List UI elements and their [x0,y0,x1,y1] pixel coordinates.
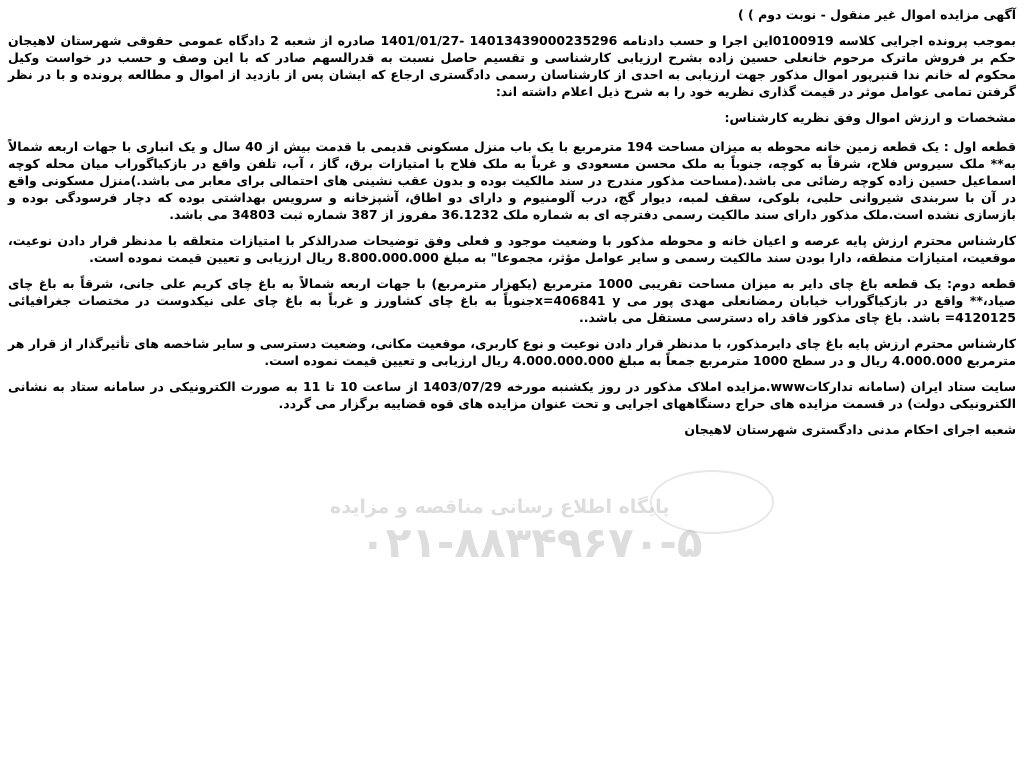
parcel-1-valuation: کارشناس محترم ارزش پایه عرصه و اعیان خانه و محوطه مذکور با وضعیت موجود و فعلی وفق توضیحات صدرالذکر با امتیازات متعلقه با مدنظر قرار دادن نوعیت، موقعیت، امتیازات منطقه، دارا بودن سند مالکیت رسمی و سایر عوامل مؤثر، مجموعا" به مبلغ 8.800.000.000 ریال ارزیابی و تعیین قیمت نموده است. [8,233,1016,265]
notice-body [8,6,1016,447]
issuing-office: شعبه اجرای احکام مدنی دادگستری شهرستان لاهیجان [684,422,1016,437]
auction-info: سایت ستاد ایران (سامانه تدارکاتwww.مزایده املاک مذکور در روز یکشنبه مورخه 1403/07/29 از ساعت 10 تا 11 به صورت الکترونیکی در سامانه ستاد به نشانی الکترونیکی دولت) در قسمت مزایده های حراج دستگاههای اجرایی و تحت عنوان مزایده های قوه قضاییه برگزار می گردد. [8,379,1017,411]
watermark-phone: ۰۲۱-۸۸۳۴۹۶۷۰-۵ [360,518,703,567]
parcel-1-description: قطعه اول : یک قطعه زمین خانه محوطه به میزان مساحت 194 مترمربع با یک باب منزل مسکونی قدیمی با قدمت بیش از 40 سال و یک انباری با جهات اربعه شمالاً به** ملک سیروس فلاح، شرقاً به کوچه، جنوباً به ملک محسن مسعودی و غرباً به ملک فلاح با امتیازات برق، گاز ، آب، تلفن واقع در بازکیاگوراب میان محله کوچه اسماعیل حسین زاده کوچه رضائی می باشد.(مساحت مذکور مندرج در سند مالکیت بوده و بدون عقب نشینی های احتمالی برای معابر می باشد.)منزل مسکونی واقع در آن با سربندی شیروانی حلبی، بلوکی، سقف لمبه، دیوار گچ، درب آلومنیوم و دارای دو اطاق، آشپزخانه و سرویس بهداشتی بوده که دچار فرسودگی بوده و بازسازی نشده است.ملک مذکور دارای سند مالکیت رسمی دفترچه ای به شماره ملک 36.1232 مفروز از 387 شماره ثبت 34803 می باشد. [8,139,1017,222]
watermark-site-name: پایگاه اطلاع رسانی مناقصه و مزایده [330,496,670,518]
section-title: مشخصات و ارزش اموال وفق نظریه کارشناس: [724,110,1016,125]
parcel-2-valuation: کارشناس محترم ارزش پایه باغ چای دایرمذکور، با مدنظر قرار دادن نوعیت و نوع کاربری، موقعیت مکانی، وضعیت دسترسی و سایر شاخصه های تأثیرگذار از قرار هر مترمربع 4.000.000 ریال و در سطح 1000 مترمربع جمعاً به مبلغ 4.000.000.000 ریال ارزیابی و تعیین قیمت نموده است. [8,336,1016,368]
notice-intro: بموجب پرونده اجرایی کلاسه 0100919این اجرا و حسب دادنامه 14013439000235296 -1401/01/27 صادره از شعبه 2 دادگاه عمومی حقوقی شهرستان لاهیجان حکم بر فروش ماترک مرحوم خانعلی حسین زاده بشرح ارزیابی کارشناسی و تقسیم حاصل نسبت به قدرالسهم صادر که با این وصف و حسب در خواست وکیل محکوم له خانم ندا قنبرپور اموال مذکور جهت ارزیابی به احدی از کارشناسان رسمی دادگستری ارجاع که ایشان پس از بازدید از اموال و مطالعه پرونده و با در نظر گرفتن تمامی عوامل موثر در قیمت گذاری نظریه خود را به شرح ذیل اعلام داشته اند: [8,33,1016,99]
parcel-2-description: قطعه دوم: یک قطعه باغ چای دایر به میزان مساحت تقریبی 1000 مترمربع (یکهزار مترمربع) با جهات اربعه شمالاً به باغ چای کریم علی جانی، شرقاً به باغ چای صیاد،** واقع در بازکیاگوراب خیابان رمضانعلی مهدی پور می x=406841 yجنوباً به باغ چای کشاورز و غرباً به باغ چای علی نیکدوست در مختصات جغرافیائی 4120125= باشد. باغ چای مذکور فاقد راه دسترسی مستقل می باشد.. [8,276,1017,325]
watermark-logo-icon [650,470,774,534]
notice-title: آگهی مزایده اموال غیر منقول - نوبت دوم ) ) [737,7,1016,22]
